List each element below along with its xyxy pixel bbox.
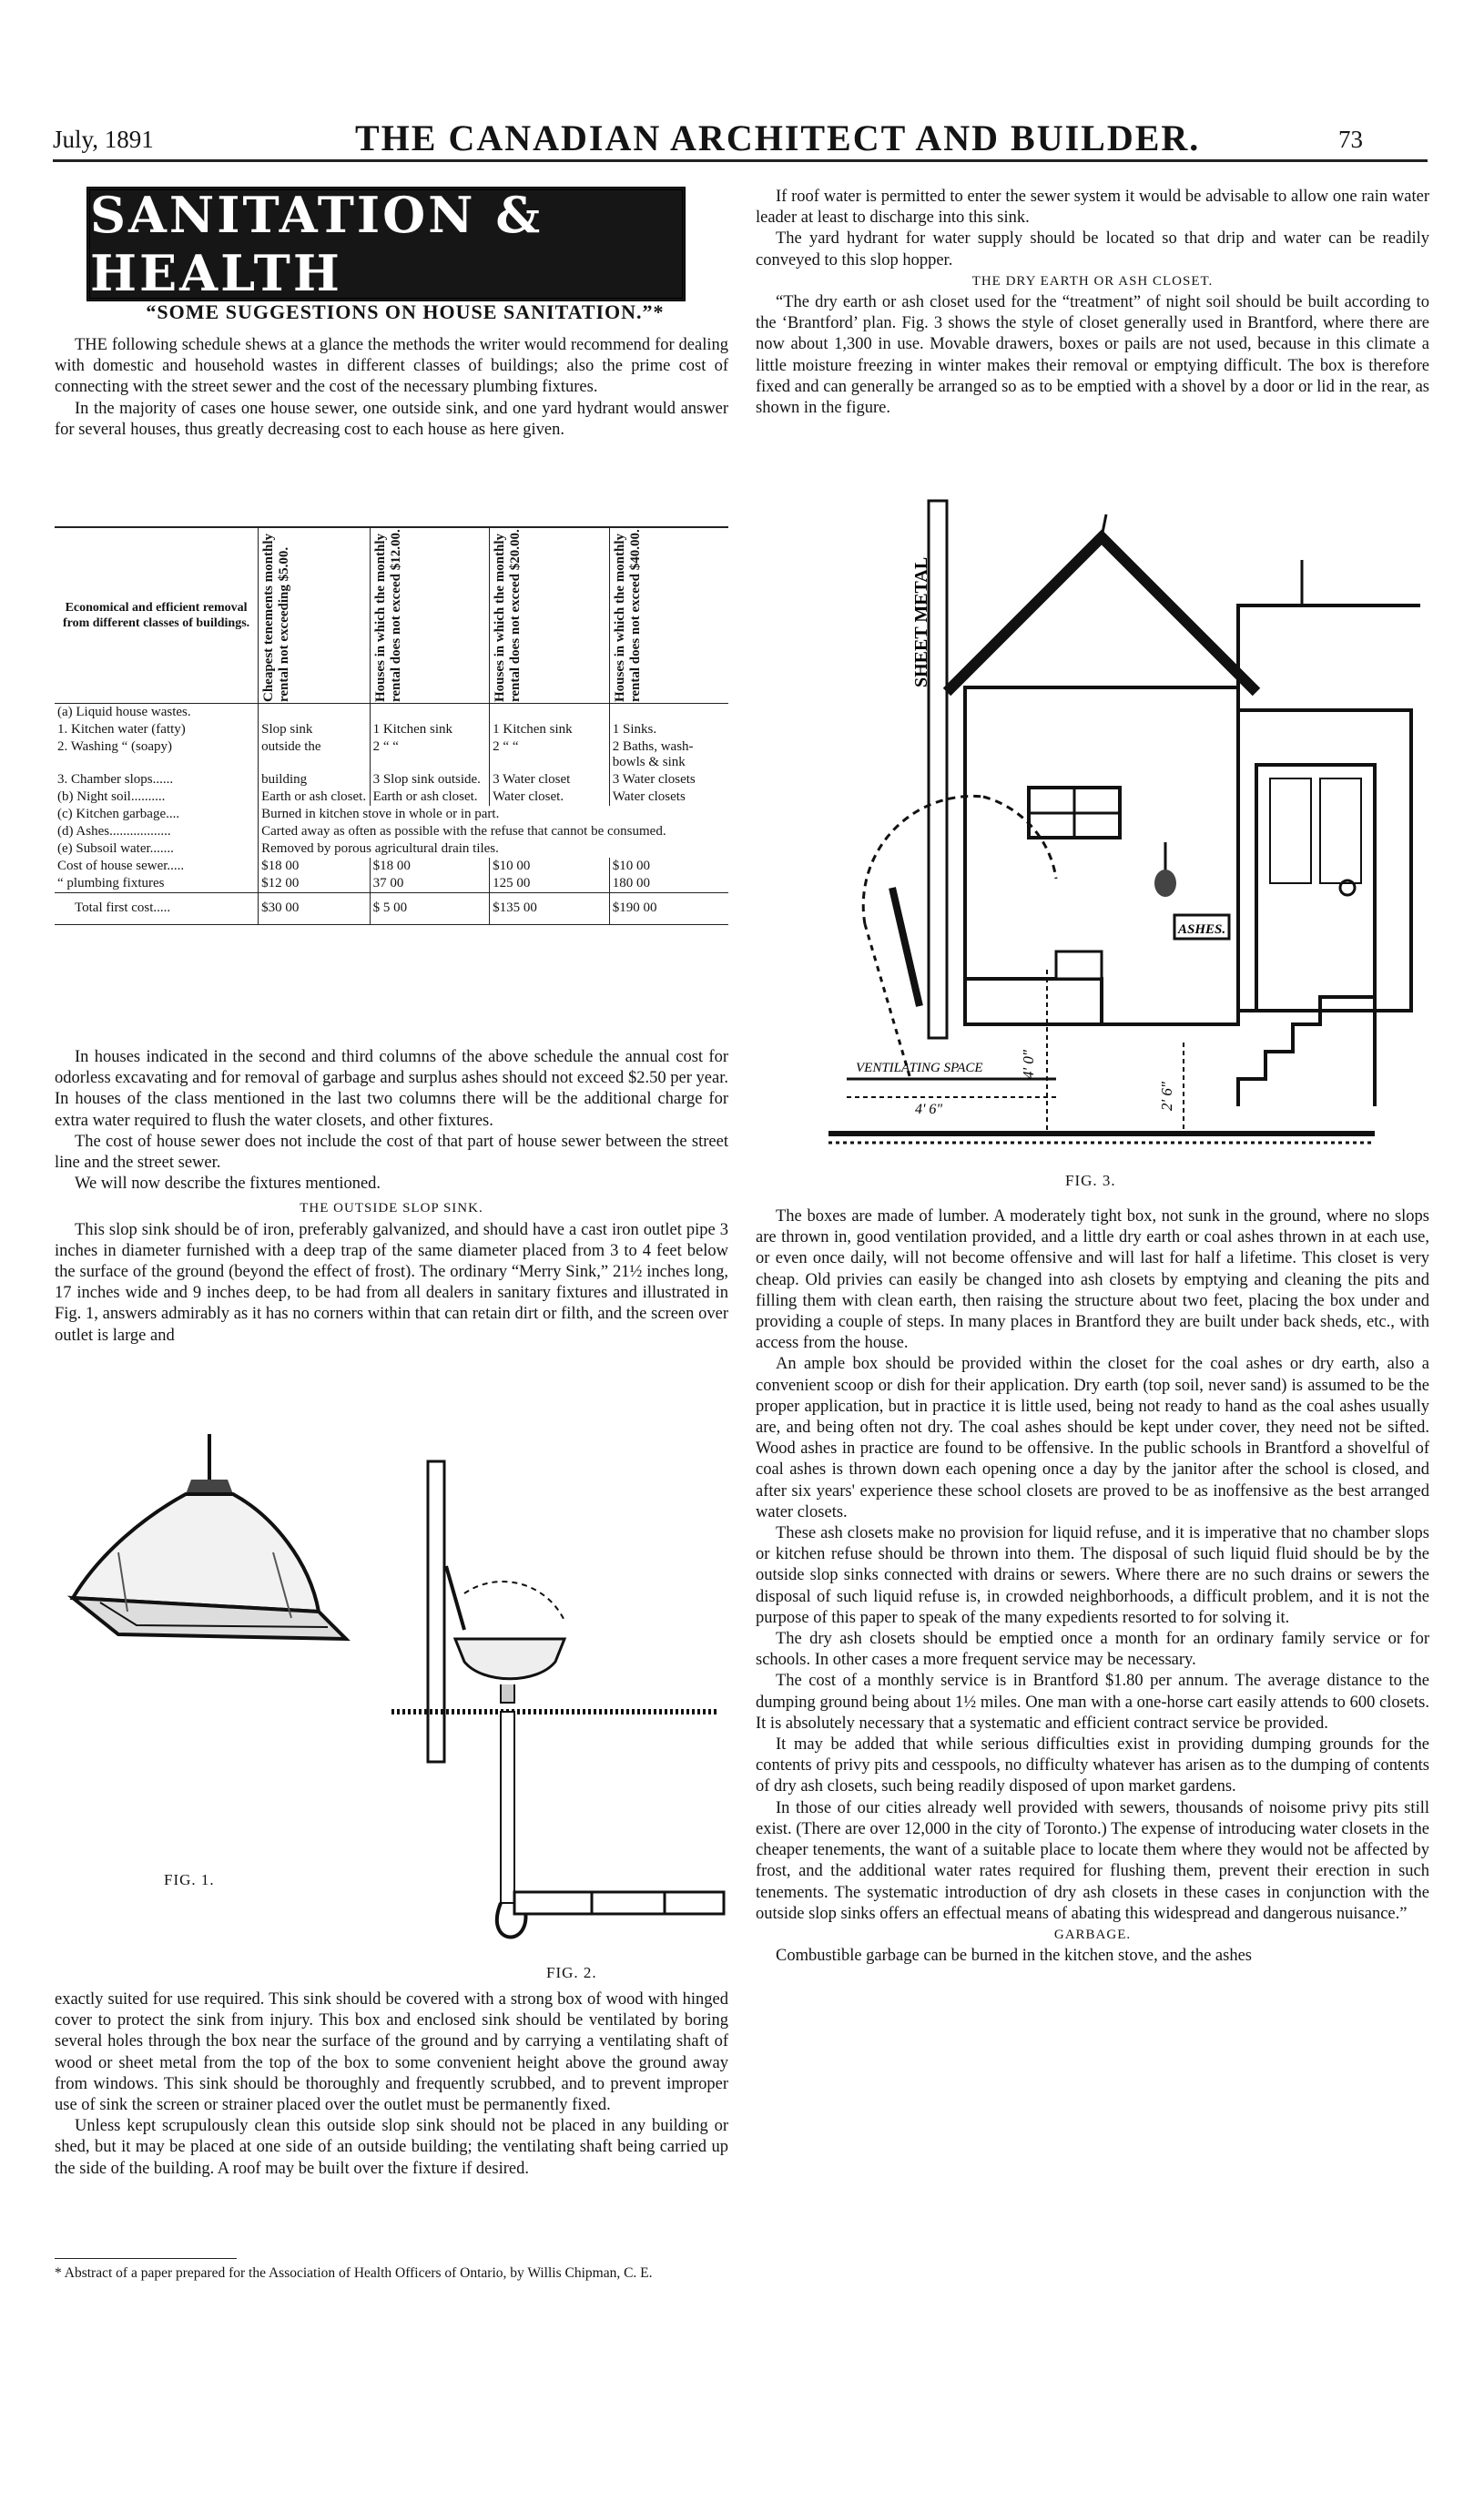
table-row: (c) Kitchen garbage.... Burned in kitchen stove in whole or in part. xyxy=(55,806,728,823)
fig3-label-dim-height: 4' 0" xyxy=(1020,1049,1037,1079)
table-row: “ plumbing fixtures $12 00 37 00 125 00 180 00 xyxy=(55,875,728,893)
footnote: * Abstract of a paper prepared for the Association of Health Officers of Ontario, by Willis Chipman, C. E. xyxy=(55,2265,653,2281)
body-paragraph: An ample box should be provided within the closet for the coal ashes or dry earth, also a convenient scoop or dish for their application. Dry earth (top soil, never sand) is assumed to be the proper application, but in practice it is little used, being not ready to hand as the coal ashes usually are, and being often not dry. The coal ashes should be kept under cover, they need not be sifted. Wood ashes in practice are found to be offensive. In the public schools in Brantford a shovelful of coal ashes is thrown down each opening once a day by the janitor after the school is closed, and after six years' experience these school closets are proved to be as inoffensive as the best arranged water closets. xyxy=(756,1355,1429,1521)
fig3-label-sheet-metal: SHEET METAL xyxy=(911,556,931,687)
table-head-label: Economical and efficient removal from different classes of buildings. xyxy=(62,601,250,630)
body-paragraph: Combustible garbage can be burned in the kitchen stove, and the ashes xyxy=(776,1947,1252,1966)
col-head: Houses in which the monthly rental does not exceed $20.00. xyxy=(493,529,523,702)
section-heading: THE DRY EARTH OR ASH CLOSET. xyxy=(971,273,1214,289)
body-paragraph: This slop sink should be of iron, preferably galvanized, and should have a cast iron outlet pipe 3 inches in diameter furnished with a deep trap of the same diameter placed from 3 to 4 feet below the surface of the ground (beyond the effect of frost). The ordinary “Merry Sink,” 21½ inches long, 17 inches wide and 9 inches deep, to be had from all dealers in sanitary fixtures and illustrated in Fig. 1, answers admirably as it has no corners within that can retain dirt or filth, and the screen over outlet is large and xyxy=(55,1220,728,1345)
body-paragraph: The cost of a monthly service is in Brantford $1.80 per annum. The average distance to the dumping ground being about 1½ miles. One man with a one-horse cart easily attends to 600 closets. It is absolutely necessary that a systematic and efficient contract service be provided. xyxy=(756,1672,1429,1733)
body-paragraph: The cost of house sewer does not include the cost of that part of house sewer between the street line and the street sewer. xyxy=(55,1132,728,1173)
header-rule xyxy=(53,159,1428,162)
body-paragraph: We will now describe the fixtures mentioned. xyxy=(75,1175,381,1194)
body-paragraph: exactly suited for use required. This sink should be covered with a strong box of wood with hinged cover to protect the sink from injury. This box and enclosed sink should be ventilated by boring several holes through the box near the surface of the ground and by carrying a ventilating shaft of wood or sheet metal from the top of the box to some convenient height above the ground away from windows. This sink should be thoroughly and frequently scrubbed, and to prevent improper use of sink the screen or strainer placed over the outlet must be permanently fixed. xyxy=(55,1990,728,2115)
body-paragraph: These ash closets make no provision for liquid refuse, and it is imperative that no chamber slops or kitchen refuse should be thrown into them. The disposal of such liquid fluid should be by the outside slop sinks connected with drains or sewers. Where there are no such drains or sewers the disposal of such liquid refuse is, in crowded neighborhoods, a difficult problem, and it is not the purpose of this paper to speak of the many expedients resorted to for solving it. xyxy=(756,1524,1429,1627)
figure-2-slop-sink-illustration xyxy=(391,1457,728,1967)
publication-title: THE CANADIAN ARCHITECT AND BUILDER. xyxy=(355,117,1201,158)
table-row: 2. Washing “ (soapy) outside the 2 “ “ 2 “ “ 2 Baths, wash-bowls & sink xyxy=(55,738,728,771)
intro-paragraph: THE following schedule shews at a glance the methods the writer would recommend for dealing with domestic and household wastes in different classes of buildings; also the prime cost of connecting with the street sewer and the cost of the necessary plumbing fixtures. xyxy=(55,336,728,397)
section-banner: SANITATION & HEALTH xyxy=(86,187,686,301)
figure-1-caption: FIG. 1. xyxy=(164,1871,215,1888)
fig3-label-ashes: ASHES. xyxy=(1178,922,1226,937)
fig3-label-dim-width: 4' 6" xyxy=(915,1102,943,1117)
body-paragraph: In houses indicated in the second and third columns of the above schedule the annual cost for odorless excavating and for removal of garbage and surplus ashes should not exceed $2.50 per year. In houses of the class mentioned in the last two columns there will be the additional charge for extra water required to flush the water closets, and other fixtures. xyxy=(55,1048,728,1130)
body-paragraph: “The dry earth or ash closet used for the “treatment” of night soil should be built according to the ‘Brantford’ plan. Fig. 3 shows the style of closet generally used in Brantford, where there are now about 1,300 in use. Movable drawers, boxes or pails are not used, because in this climate a little moisture freezing in winter makes their removal or emptying difficult. The box is therefore fixed and can generally be arranged so as to be emptied with a shovel by a door or lid in the rear, as shown in the figure. xyxy=(756,293,1429,418)
schedule-table xyxy=(55,526,728,925)
figure-2-caption: FIG. 2. xyxy=(546,1964,597,1981)
figure-3-caption: FIG. 3. xyxy=(1065,1172,1116,1189)
footnote-rule xyxy=(55,2258,237,2259)
col-head: Houses in which the monthly rental does not exceed $40.00. xyxy=(612,529,643,702)
col-head: Houses in which the monthly rental does not exceed $12.00. xyxy=(372,529,403,702)
section-heading: THE OUTSIDE SLOP SINK. xyxy=(300,1201,483,1216)
article-intro xyxy=(55,335,728,441)
table-row: (d) Ashes.................. Carted away as often as possible with the refuse that cannot be consumed. xyxy=(55,823,728,840)
body-paragraph: In those of our cities already well provided with sewers, thousands of noisome privy pits still exist. (There are over 12,000 in the city of Toronto.) The expense of introducing water closets in the cheaper tenements, the want of a suitable place to locate them where they would not be affected by frost, and the additional water rates required for flushing them, prevent their erection in such tenements. The systematic introduction of dry ash closets in these cases in conjunction with the outside slop sinks offers an effectual means of abating this widespread and dangerous nuisance.” xyxy=(756,1798,1429,1923)
body-paragraph: The dry ash closets should be emptied once a month for an ordinary family service or for schools. In other cases a more frequent service may be necessary. xyxy=(756,1630,1429,1670)
table-total-row: Total first cost..... $30 00 $ 5 00 $135 00 $190 00 xyxy=(55,893,728,924)
article-title: “SOME SUGGESTIONS ON HOUSE SANITATION.”* xyxy=(146,300,665,323)
table-row: 3. Chamber slops...... building 3 Slop sink outside. 3 Water closet 3 Water closets xyxy=(55,771,728,788)
table-row: Cost of house sewer..... $18 00 $18 00 $10 00 $10 00 xyxy=(55,858,728,875)
article-body-left-cont xyxy=(55,1989,728,2180)
body-paragraph: Unless kept scrupulously clean this outside slop sink should not be placed in any building or shed, but it may be placed at one side of an outside building; the ventilating shaft being carried up the side of the building. A roof may be built over the fixture if desired. xyxy=(55,2117,728,2178)
fig3-label-dim-step: 2' 6" xyxy=(1158,1081,1175,1111)
page-number: 73 xyxy=(1338,126,1363,153)
article-body-right xyxy=(756,1206,1429,1967)
table-row: (a) Liquid house wastes. xyxy=(55,704,728,722)
body-paragraph: If roof water is permitted to enter the sewer system it would be advisable to allow one rain water leader at least to discharge into this sink. xyxy=(756,188,1429,228)
fig3-label-vent-space: VENTILATING SPACE xyxy=(856,1061,983,1075)
col-head: Cheapest tenements monthly rental not exceeding $5.00. xyxy=(261,534,292,702)
body-paragraph: The boxes are made of lumber. A moderately tight box, not sunk in the ground, where no slops are thrown in, good ventilation provided, and a little dry earth or coal ashes thrown in at each use, or even once daily, will not become offensive and will last for half a lifetime. This closet is very cheap. Old privies can easily be changed into ash closets by emptying and cleaning the pits and filling them with clean earth, then raising the structure about two feet, placing the box under and providing a couple of steps. In many places in Brantford they are built under back sheds, etc., with access from the house. xyxy=(756,1207,1429,1353)
figure-3-ash-closet-illustration xyxy=(792,496,1411,1165)
body-paragraph: It may be added that while serious difficulties exist in providing dumping grounds for the contents of privy pits and cesspools, no difficulty whatever has arisen as to the dumping of contents of dry ash closets, such being readily disposed of upon market gardens. xyxy=(756,1735,1429,1796)
body-paragraph: The yard hydrant for water supply should be located so that drip and water can be readily conveyed to this slop hopper. xyxy=(756,229,1429,270)
intro-paragraph: In the majority of cases one house sewer, one outside sink, and one yard hydrant would answer for several houses, thus greatly decreasing cost to each house as here given. xyxy=(55,399,728,439)
table-row: (b) Night soil.......... Earth or ash closet. Earth or ash closet. Water closet. Water closets xyxy=(55,788,728,806)
article-body-left xyxy=(55,1047,728,1347)
issue-date: July, 1891 xyxy=(53,126,154,153)
article-body-right-top xyxy=(756,187,1429,419)
table-row: 1. Kitchen water (fatty) Slop sink 1 Kitchen sink 1 Kitchen sink 1 Sinks. xyxy=(55,721,728,738)
figure-1-sink-illustration xyxy=(64,1416,364,1653)
table-row: (e) Subsoil water....... Removed by porous agricultural drain tiles. xyxy=(55,840,728,858)
section-heading: GARBAGE. xyxy=(1053,1927,1132,1942)
